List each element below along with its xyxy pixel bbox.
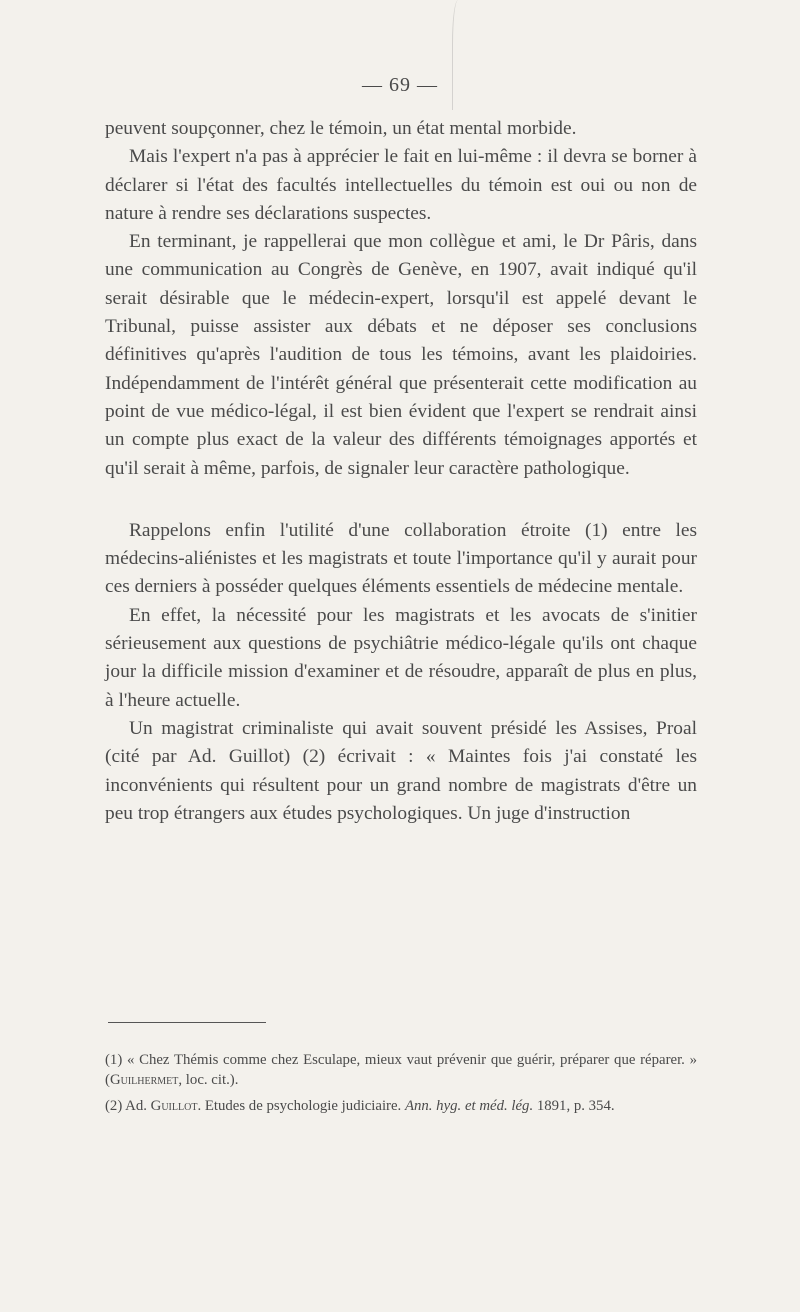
paragraph-4: Rappelons enfin l'utilité d'une collaboration étroite (1) entre les médecins-aliénistes et les magistrats et toute l'importance qu'il y aurait pour ces derniers à posséder quelques éléments essentiels de médecine mentale.: [105, 519, 697, 598]
paragraph-3: En terminant, je rappellerai que mon collègue et ami, le Dr Pâris, dans une communication au Congrès de Genève, en 1907, avait indiqué qu'il serait désirable que le médecin-expert, lorsqu'il est appelé devant le Tribunal, puisse assister aux débats et ne déposer ses conclusions définitives qu'après l'audition de tous les témoins, avant les plaidoiries. Indépendamment de l'intérêt général que présenterait cette modification au point de vue médico-légal, il est bien évident que l'expert se rendrait ainsi un compte plus exact de la valeur des différents témoignages apportés et qu'il serait à même, parfois, de signaler leur caractère pathologique.: [105, 231, 697, 479]
footnote-1-author: Guilhermet: [109, 1072, 179, 1088]
footnote-1: [105, 1050, 697, 1090]
paragraph-6: Un magistrat criminaliste qui avait souvent présidé les Assises, Proal (cité par Ad. Guillot) (2) écrivait : « Maintes fois j'ai constaté les inconvénients qui résultent pour un grand nombre de magistrats d'être un peu trop étrangers aux études psychologiques. Un juge d'instruction: [105, 717, 697, 824]
footnote-2-journal: Ann. hyg. et méd. lég.: [404, 1098, 534, 1114]
footnote-2-marker: (2): [105, 1098, 123, 1114]
footnote-2: [105, 1096, 697, 1116]
footnote-2-tail: 1891, p. 354.: [533, 1098, 615, 1114]
footnote-rule: [108, 1022, 266, 1023]
paragraph-1: peuvent soupçonner, chez le témoin, un état mental morbide.: [105, 118, 577, 139]
page-number: — 69 —: [362, 74, 438, 96]
footnote-2-prefix: Ad.: [125, 1098, 151, 1114]
footnotes: [105, 1050, 697, 1122]
paragraph-5: En effet, la nécessité pour les magistrats et les avocats de s'initier sérieusement aux questions de psychiâtrie médico-légale qu'ils ont chaque jour la difficile mission d'examiner et de résoudre, apparaît de plus en plus, à l'heure actuelle.: [105, 604, 697, 711]
footnote-2-text: . Etudes de psychologie judiciaire.: [197, 1098, 405, 1114]
body-text: [105, 115, 697, 828]
footnote-2-author: Guillot: [150, 1098, 198, 1114]
footnote-1-tail: , loc. cit.).: [178, 1072, 239, 1088]
footnote-1-text: « Chez Thémis comme chez Esculape, mieux vaut prévenir que guérir, préparer que réparer. » (: [105, 1052, 697, 1088]
footnote-1-marker: (1): [105, 1052, 123, 1068]
paragraph-2: Mais l'expert n'a pas à apprécier le fait en lui-même : il devra se borner à déclarer si l'état des facultés intellectuelles du témoin est oui ou non de nature à rendre ses déclarations suspectes.: [105, 146, 697, 224]
section-gap: [105, 483, 697, 517]
